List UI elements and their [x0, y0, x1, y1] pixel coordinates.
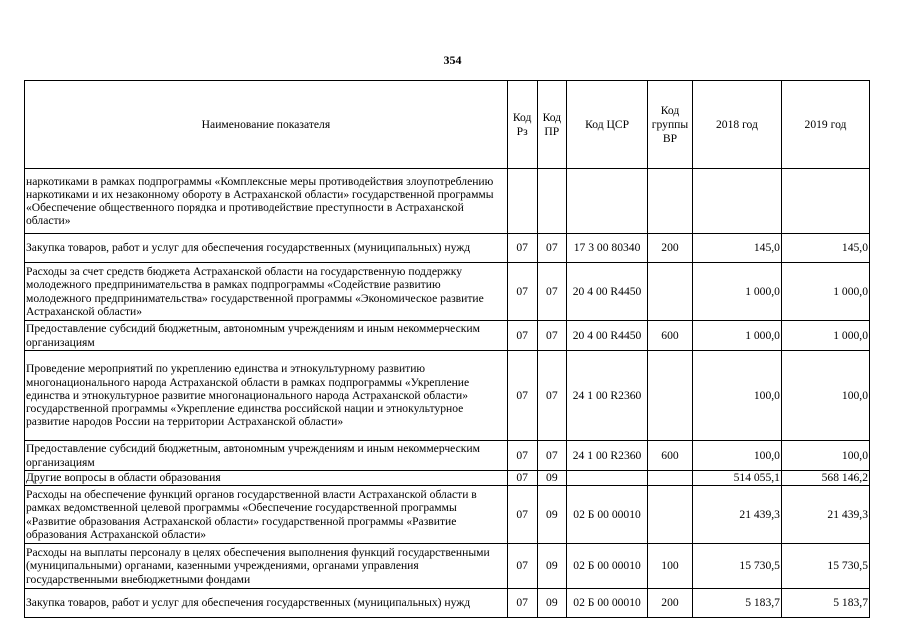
- row-pr: 07: [537, 441, 567, 471]
- row-2018: 145,0: [692, 234, 781, 263]
- table-row: [25, 471, 870, 486]
- table-row: [25, 544, 870, 589]
- row-csr: 02 Б 00 00010: [567, 589, 648, 618]
- table-row: [25, 263, 870, 321]
- row-pr: 07: [537, 321, 567, 351]
- row-name: Расходы на выплаты персоналу в целях обеспечения выполнения функций государственными (муниципальными) органами, казенными учреждениями, органами управления государственными внебюджетными фондами: [25, 544, 508, 589]
- table-row: [25, 321, 870, 351]
- row-csr: 02 Б 00 00010: [567, 486, 648, 544]
- budget-table: [24, 80, 870, 618]
- row-2019: 1 000,0: [781, 321, 869, 351]
- row-rz: 07: [507, 471, 537, 486]
- row-vr: 600: [647, 441, 692, 471]
- row-pr: [537, 169, 567, 234]
- header-row: [25, 81, 870, 169]
- row-name: Предоставление субсидий бюджетным, автономным учреждениям и иным некоммерческим организациям: [25, 441, 508, 471]
- row-2019: [781, 169, 869, 234]
- row-2018: 1 000,0: [692, 321, 781, 351]
- row-rz: 07: [507, 589, 537, 618]
- row-2018: [692, 169, 781, 234]
- row-pr: 07: [537, 263, 567, 321]
- table-row: [25, 441, 870, 471]
- row-rz: 07: [507, 441, 537, 471]
- row-2019: 100,0: [781, 351, 869, 441]
- row-vr: [647, 486, 692, 544]
- table-row: [25, 351, 870, 441]
- row-rz: 07: [507, 486, 537, 544]
- header-2019: 2019 год: [781, 81, 869, 169]
- row-2018: 21 439,3: [692, 486, 781, 544]
- row-2018: 514 055,1: [692, 471, 781, 486]
- row-name: Расходы на обеспечение функций органов государственной власти Астраханской области в рамках ведомственной целевой программы «Обеспечение государственной программы «Развитие образования Астраханской области» государственной программы «Развитие образования Астраханской области»: [25, 486, 508, 544]
- row-csr: 17 3 00 80340: [567, 234, 648, 263]
- row-vr: [647, 471, 692, 486]
- row-name: Проведение мероприятий по укреплению единства и этнокультурному развитию многонационального народа Астраханской области в рамках подпрограммы «Укрепление единства и этнокультурное развитие многонационального народа Астраханской области» государственной программы «Укрепление единства российской нации и этнокультурное развитие народов России на территории Астраханской области»: [25, 351, 508, 441]
- row-name: Закупка товаров, работ и услуг для обеспечения государственных (муниципальных) нужд: [25, 234, 508, 263]
- row-csr: 02 Б 00 00010: [567, 544, 648, 589]
- row-pr: 07: [537, 351, 567, 441]
- row-name: Закупка товаров, работ и услуг для обеспечения государственных (муниципальных) нужд: [25, 589, 508, 618]
- row-name: наркотиками в рамках подпрограммы «Комплексные меры противодействия злоупотреблению наркотиками и их незаконному обороту в Астраханской области» государственной программы «Обеспечение общественного порядка и противодействие преступности в Астраханской области»: [25, 169, 508, 234]
- table-row: [25, 486, 870, 544]
- row-vr: 100: [647, 544, 692, 589]
- table-row: [25, 234, 870, 263]
- row-rz: 07: [507, 321, 537, 351]
- row-rz: 07: [507, 234, 537, 263]
- header-2018: 2018 год: [692, 81, 781, 169]
- row-pr: 09: [537, 544, 567, 589]
- row-vr: [647, 169, 692, 234]
- row-pr: 07: [537, 234, 567, 263]
- row-vr: [647, 351, 692, 441]
- row-csr: 20 4 00 R4450: [567, 263, 648, 321]
- row-2019: 100,0: [781, 441, 869, 471]
- row-csr: 20 4 00 R4450: [567, 321, 648, 351]
- row-2019: 15 730,5: [781, 544, 869, 589]
- header-name: Наименование показателя: [25, 81, 508, 169]
- row-vr: [647, 263, 692, 321]
- row-2019: 5 183,7: [781, 589, 869, 618]
- row-vr: 200: [647, 589, 692, 618]
- row-pr: 09: [537, 471, 567, 486]
- row-rz: 07: [507, 351, 537, 441]
- row-2019: 145,0: [781, 234, 869, 263]
- row-rz: [507, 169, 537, 234]
- table-row: [25, 169, 870, 234]
- row-vr: 200: [647, 234, 692, 263]
- row-pr: 09: [537, 589, 567, 618]
- row-2019: 1 000,0: [781, 263, 869, 321]
- row-csr: 24 1 00 R2360: [567, 351, 648, 441]
- row-2018: 100,0: [692, 351, 781, 441]
- page-number: 354: [443, 53, 462, 67]
- row-csr: 24 1 00 R2360: [567, 441, 648, 471]
- row-name: Другие вопросы в области образования: [25, 471, 508, 486]
- row-name: Расходы за счет средств бюджета Астраханской области на государственную поддержку молодежного предпринимательства в рамках подпрограммы «Содействие развитию молодежного предпринимательства» государственной программы «Экономическое развитие Астраханской области»: [25, 263, 508, 321]
- header-rz: Код Рз: [507, 81, 537, 169]
- header-pr: Код ПР: [537, 81, 567, 169]
- row-csr: [567, 471, 648, 486]
- row-name: Предоставление субсидий бюджетным, автономным учреждениям и иным некоммерческим организациям: [25, 321, 508, 351]
- row-2019: 568 146,2: [781, 471, 869, 486]
- row-csr: [567, 169, 648, 234]
- row-2019: 21 439,3: [781, 486, 869, 544]
- row-vr: 600: [647, 321, 692, 351]
- row-2018: 100,0: [692, 441, 781, 471]
- header-vr: Код группы ВР: [647, 81, 692, 169]
- row-pr: 09: [537, 486, 567, 544]
- row-2018: 15 730,5: [692, 544, 781, 589]
- row-2018: 5 183,7: [692, 589, 781, 618]
- header-csr: Код ЦСР: [567, 81, 648, 169]
- row-2018: 1 000,0: [692, 263, 781, 321]
- row-rz: 07: [507, 263, 537, 321]
- row-rz: 07: [507, 544, 537, 589]
- table-row: [25, 589, 870, 618]
